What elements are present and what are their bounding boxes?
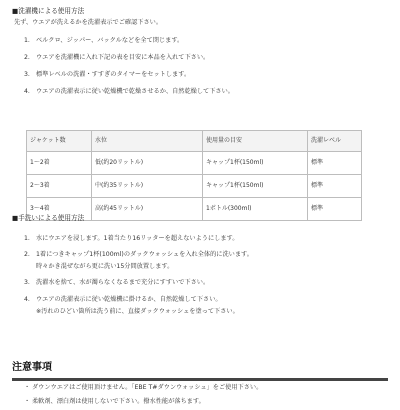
list-item: ・ 柔軟剤、漂白剤は使用しないで下さい。撥水性能が落ちます。 bbox=[24, 398, 205, 405]
handwash-step: 4. ウエアの洗濯表示に従い乾燥機に掛けるか、自然乾燥して下さい。 bbox=[24, 296, 222, 303]
handwash-step: 1. 水にウエアを浸します。1着当たり16リッターを超えないようにします。 bbox=[24, 235, 239, 242]
table-cell: 高(約45リットル) bbox=[92, 198, 203, 221]
table-cell: 標準 bbox=[308, 175, 362, 198]
handwash-step: 時々かき混ぜながら更に洗い15分間放置します。 bbox=[36, 263, 174, 270]
notes-heading: 注意事項 bbox=[12, 362, 52, 373]
table-cell: 3〜4着 bbox=[27, 198, 92, 221]
handwash-step: 2. 1着につきキャップ1杯(100ml)のダックウォッシュを入れ全体的に洗います。 bbox=[24, 251, 253, 258]
table-header-cell: 使用量の目安 bbox=[203, 131, 308, 152]
table-header-cell: 洗濯レベル bbox=[308, 131, 362, 152]
table-cell: 中(約35リットル) bbox=[92, 175, 203, 198]
bullet-icon: ・ bbox=[24, 384, 31, 391]
washer-step: 4. ウエアの洗濯表示に従い乾燥機で乾燥させるか、自然乾燥して下さい。 bbox=[24, 88, 234, 95]
washer-intro: 先ず、ウエアが洗えるかを洗濯表示でご確認下さい。 bbox=[14, 19, 163, 26]
table-cell: 1ボトル(300ml) bbox=[203, 198, 308, 221]
notes-list bbox=[24, 384, 262, 410]
table-cell: キャップ1杯(150ml) bbox=[203, 175, 308, 198]
table-header-cell: 水位 bbox=[92, 131, 203, 152]
washer-step: 2. ウエアを洗濯機に入れ下記の表を目安に本品を入れて下さい。 bbox=[24, 54, 210, 61]
bullet-icon: ・ bbox=[24, 398, 31, 405]
washer-step: 3. 標準レベルの洗濯・すすぎのタイマーをセットします。 bbox=[24, 71, 191, 78]
notes-divider bbox=[12, 378, 388, 381]
table-row bbox=[27, 152, 362, 175]
table-cell: 標準 bbox=[308, 152, 362, 175]
detergent-amount-table bbox=[26, 130, 362, 221]
handwash-step: ※汚れのひどい箇所は洗う前に、直接ダックウォッシュを塗って下さい。 bbox=[36, 308, 239, 315]
table-cell: 2〜3着 bbox=[27, 175, 92, 198]
washer-steps bbox=[24, 37, 234, 105]
table-row bbox=[27, 175, 362, 198]
table-cell: 1〜2着 bbox=[27, 152, 92, 175]
washer-section-title: ■洗濯機による使用方法 bbox=[12, 7, 85, 15]
table-cell: キャップ1杯(150ml) bbox=[203, 152, 308, 175]
list-item: ・ ダウンウエアはご使用頂けません。「EBE T#ダウンウォッシュ」をご使用下さい。 bbox=[24, 384, 263, 391]
washer-step: 1. ベルクロ、ジッパー、バックルなどを全て閉じます。 bbox=[24, 37, 184, 44]
handwash-section-title: ■手洗いによる使用方法 bbox=[12, 214, 85, 222]
handwash-steps bbox=[24, 235, 253, 320]
table-cell: 低(約20リットル) bbox=[92, 152, 203, 175]
table-header-cell: ジャケット数 bbox=[27, 131, 92, 152]
table-cell: 標準 bbox=[308, 198, 362, 221]
handwash-step: 3. 洗濯水を捨て、水が濁らなくなるまで充分にすすいで下さい。 bbox=[24, 279, 210, 286]
table-header-row bbox=[27, 131, 362, 152]
